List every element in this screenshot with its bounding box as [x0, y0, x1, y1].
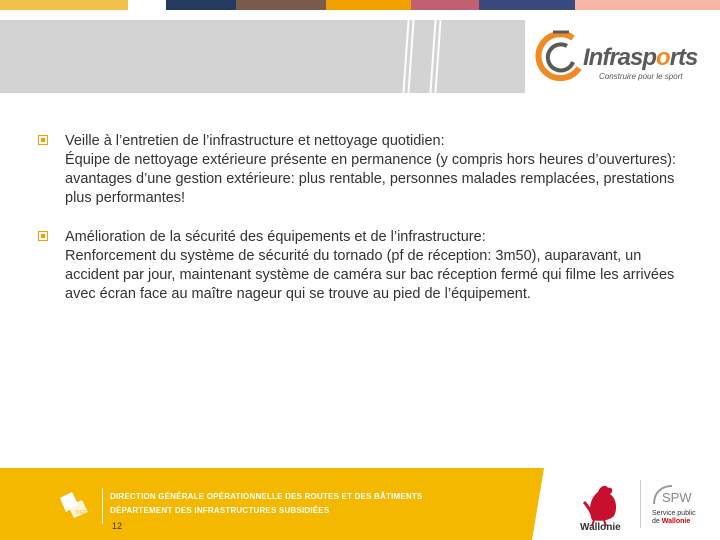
dgo-logo-icon [56, 490, 92, 520]
footer-divider [102, 488, 103, 524]
item-title: Amélioration de la sécurité des équipements et de l’infrastructure: [65, 229, 486, 245]
strip-segment [479, 0, 575, 10]
footer-direction-text: DIRECTION GÉNÉRALE OPÉRATIONNELLE DES ROUTES ET DES BÂTIMENTS [110, 492, 423, 501]
bullet-list [38, 132, 678, 324]
list-item [38, 228, 678, 304]
spw-subtitle [652, 510, 696, 526]
footer-department-text: DÉPARTEMENT DES INFRASTRUCTURES SUBSIDIÉES [110, 506, 330, 515]
top-color-strip [0, 0, 720, 10]
spw-subtitle-bold: Wallonie [661, 518, 691, 525]
spw-wordmark: SPW [662, 490, 692, 505]
infrasports-logo [525, 20, 720, 93]
logo-wordmark [583, 44, 697, 72]
logo-word-sp: sp [630, 44, 657, 71]
strip-segment [326, 0, 411, 10]
logo-word-infra: Infra [583, 44, 631, 71]
strip-segment [575, 0, 720, 10]
spw-subtitle-prefix: de [652, 518, 662, 525]
strip-gap [128, 0, 166, 10]
spw-subtitle-line1: Service public [652, 510, 696, 517]
spw-divider [640, 480, 641, 528]
strip-segment [166, 0, 236, 10]
spw-subtitle-line2 [652, 518, 696, 526]
checkbox-bullet-icon [38, 135, 48, 145]
item-body: Équipe de nettoyage extérieure présente en permanence (y compris hors heures d’ouvertures): avantages d’une gestion extérieure: plus rentable, personnes malades remplacées, prestations plus performantes! [65, 152, 676, 206]
logo-word-o: o [656, 44, 670, 71]
strip-segment [411, 0, 479, 10]
strip-segment [0, 0, 128, 10]
list-item [38, 132, 678, 208]
logo-word-rts: rts [669, 44, 698, 71]
dgo-label: DGO 1 [76, 510, 92, 516]
item-title: Veille à l’entretien de l’infrastructure et nettoyage quotidien: [65, 133, 445, 149]
checkbox-bullet-icon [38, 231, 48, 241]
spw-logo-icon [652, 484, 696, 508]
wallonie-label: Wallonie [580, 522, 621, 533]
item-body: Renforcement du système de sécurité du tornado (pf de réception: 3m50), auparavant, un accident par jour, maintenant système de caméra sur bac réception fermé qui filme les arrivées avec écran face au maître nageur qui se trouve au pied de l’équipement. [65, 248, 675, 302]
page-number: 12 [112, 521, 123, 531]
logo-tagline: Construire pour le sport [599, 72, 683, 81]
strip-segment [236, 0, 326, 10]
infrasports-arc-icon [533, 28, 589, 84]
